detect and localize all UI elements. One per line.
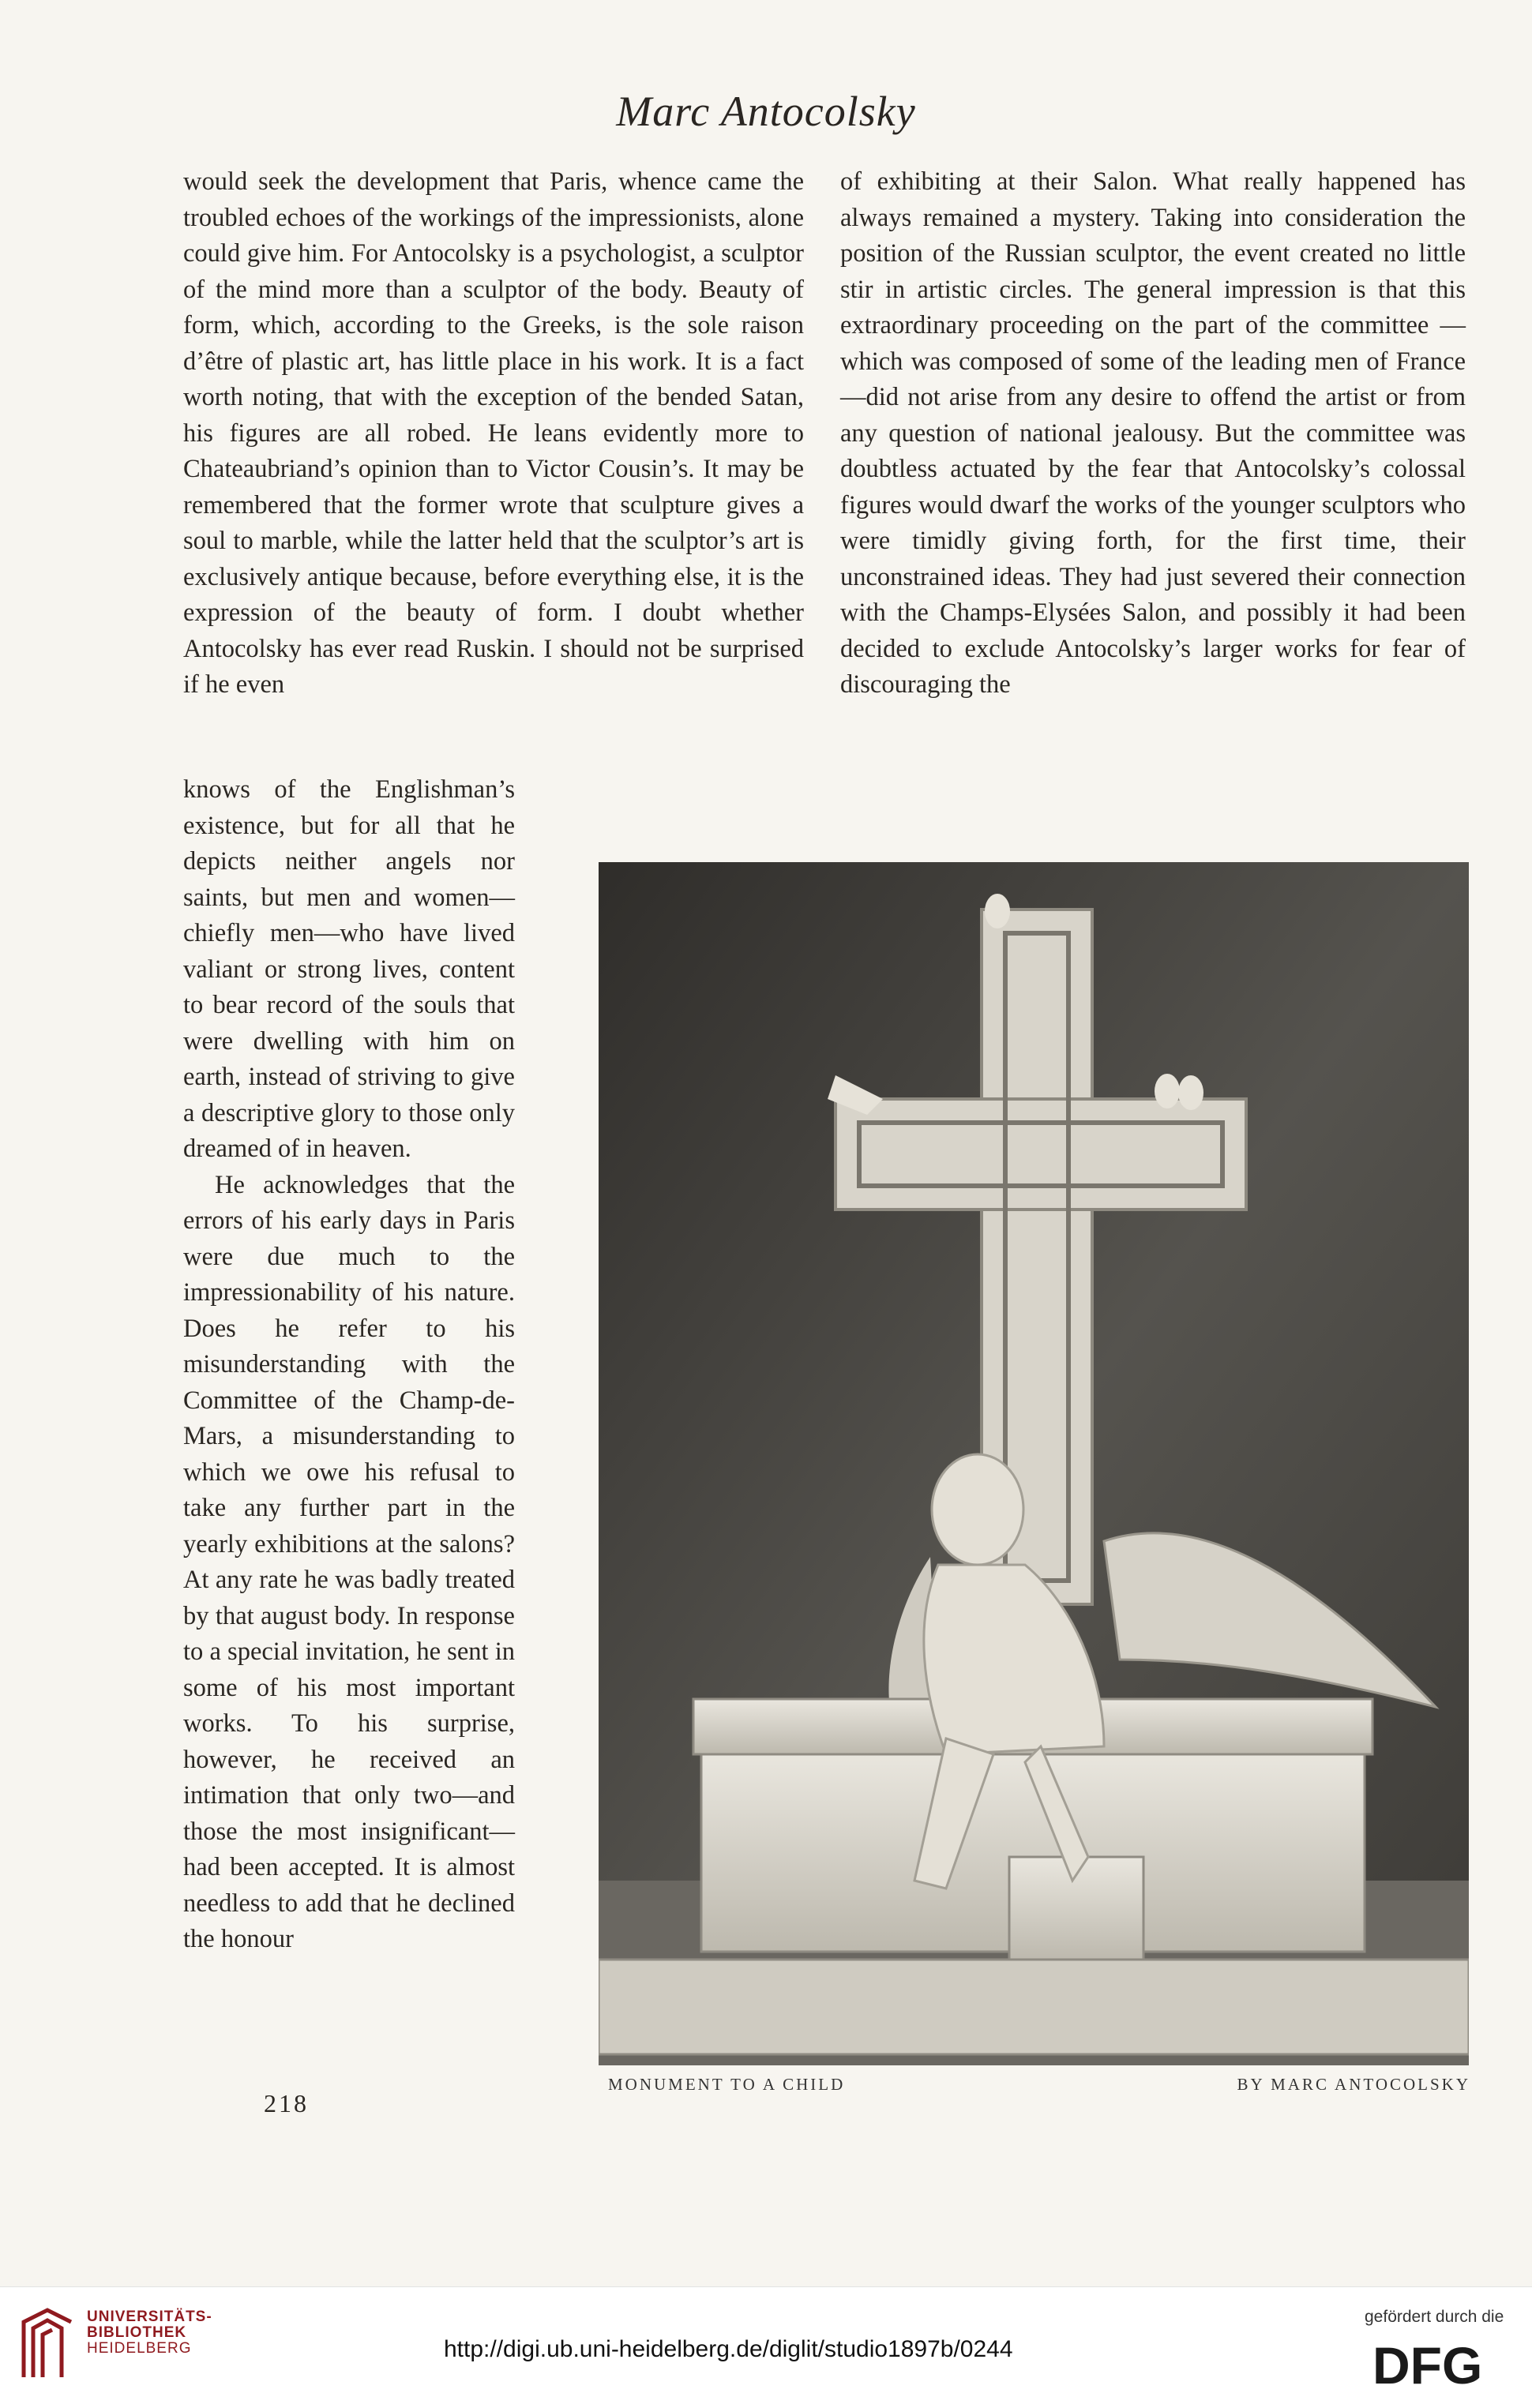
left-narrow-paragraph-1: knows of the Englishman’s existence, but for all that he depicts neither angels nor saints, but men and women—chiefly men—who have lived valiant or strong lives, content to bear record of the souls that were dwelling with him on earth, instead of striving to give a descriptive glory to those only dreamed of in heaven.: [183, 775, 515, 1163]
footer-bar: [0, 2286, 1532, 2408]
library-name-line1: UNIVERSITÄTS-: [87, 2309, 212, 2325]
page-number: 218: [264, 2089, 309, 2117]
caption-title: MONUMENT TO A CHILD: [608, 2075, 846, 2094]
page-title: Marc Antocolsky: [616, 88, 916, 135]
dfg-logo-text: DFG: [1372, 2338, 1483, 2393]
dfg-logo-icon: [1372, 2338, 1515, 2393]
library-name-line3: HEIDELBERG: [87, 2340, 192, 2357]
left-column-narrow: [183, 772, 515, 1958]
funding-tagline: gefördert durch die: [1365, 2308, 1504, 2326]
university-library-logo-icon: [16, 2306, 79, 2385]
right-column-text-top: of exhibiting at their Salon. What really happened has always remained a mystery. Taking into consideration the position of the Russian sculptor, the event created no little stir in artistic circles. The general impression is that this extraordinary proceeding on the part of the committee —which was composed of some of the leading men of France—did not arise from any desire to offend the artist or from any question of national jealousy. But the committee was doubtless actuated by the fear that Antocolsky’s colossal figures would dwarf the works of the younger sculptors who were timidly giving forth, for the first time, their unconstrained ideas. They had just severed their connection with the Champs-Elysées Salon, and possibly it had been decided to exclude Antocolsky’s larger works for fear of discouraging the: [840, 167, 1466, 699]
sculpture-illustration: [599, 862, 1469, 2065]
library-name: [87, 2309, 212, 2357]
caption-artist: BY MARC ANTOCOLSKY: [1237, 2075, 1470, 2094]
left-column-text-top: would seek the development that Paris, whence came the troubled echoes of the workings of the impressionists, alone could give him. For Antocolsky is a psychologist, a sculptor of the mind more than a sculptor of the body. Beauty of form, which, according to the Greeks, is the sole raison d’être of plastic art, has little place in his work. It is a fact worth noting, that with the exception of the bended Satan, his figures are all robed. He leans evidently more to Chateaubriand’s opinion than to Victor Cousin’s. It may be remembered that the former wrote that sculpture gives a soul to marble, while the latter held that the sculptor’s art is exclusively antique because, before everything else, it is the expression of the beauty of form. I doubt whether Antocolsky has ever read Ruskin. I should not be surprised if he even: [183, 167, 804, 699]
left-narrow-paragraph-2: He acknowledges that the errors of his early days in Paris were due much to the impressionability of his nature. Does he refer to his misunderstanding with the Committee of the Champ-de-Mars, a misunderstanding to which we owe his refusal to take any further part in the yearly exhibitions at the salons? At any rate he was badly treated by that august body. In response to a special invitation, he sent in some of his most important works. To his surprise, however, he received an intimation that only two—and those the most insignificant—had been accepted. It is almost needless to add that he declined the honour: [183, 1170, 515, 1953]
sculpture-photograph: [599, 862, 1469, 2065]
library-name-line2: BIBLIOTHEK: [87, 2324, 187, 2341]
permalink-url[interactable]: http://digi.ub.uni-heidelberg.de/diglit/studio1897b/0244: [444, 2336, 1013, 2362]
